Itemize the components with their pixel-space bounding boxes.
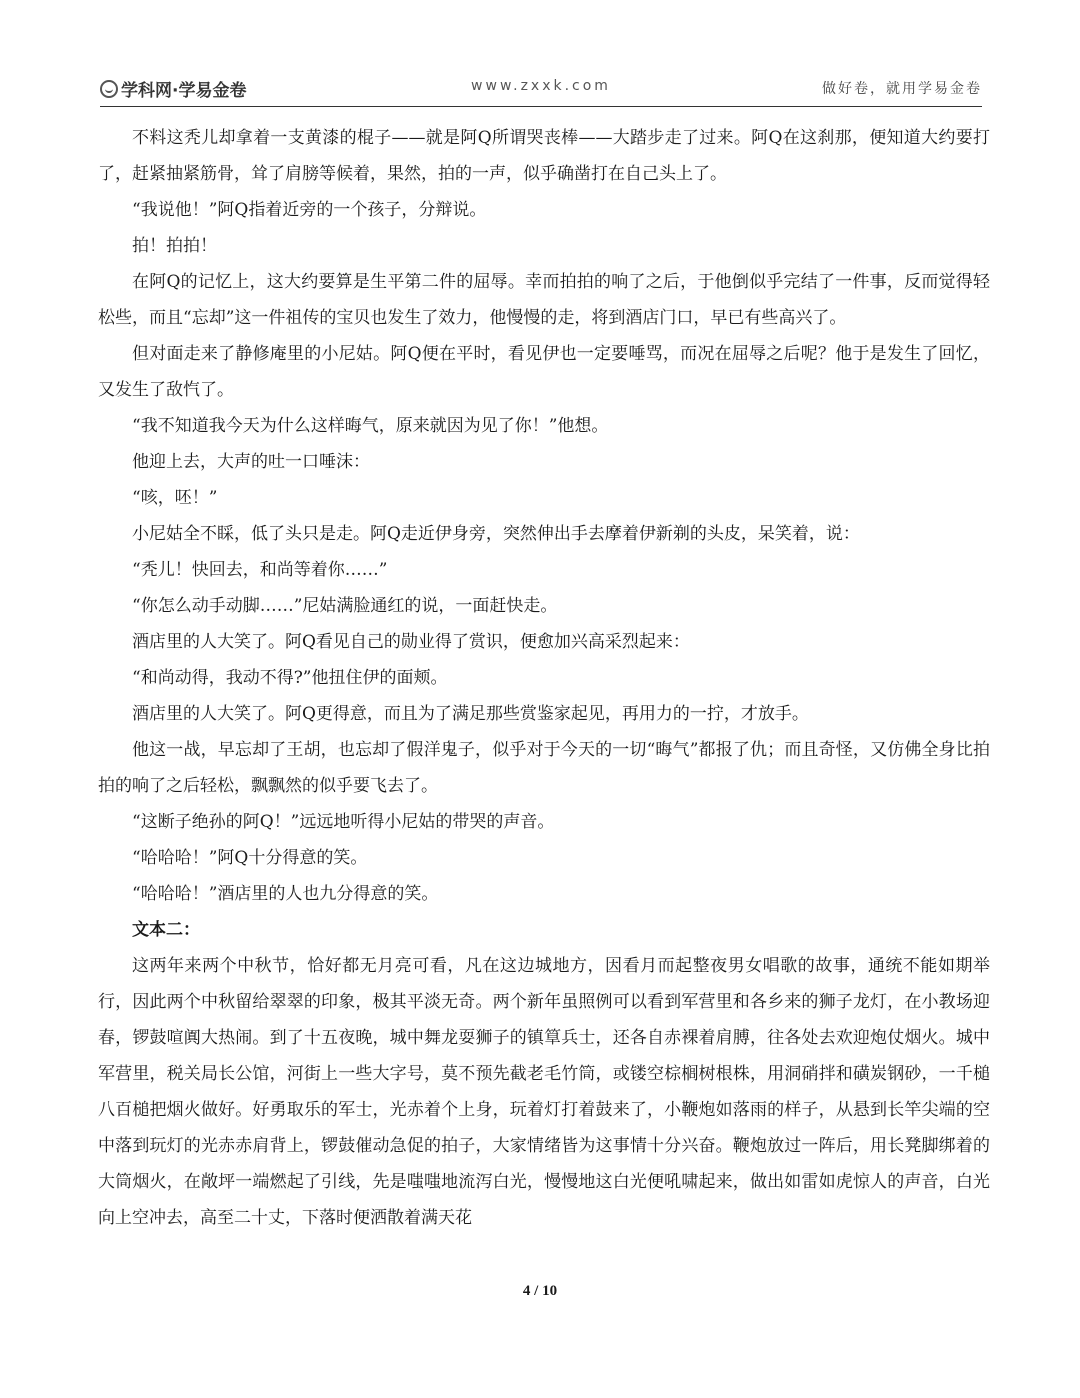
paragraph: 但对面走来了静修庵里的小尼姑。阿Q便在平时，看见伊也一定要唾骂，而况在屈辱之后呢？他于是发生了回忆，又发生了敌忾了。 [98, 344, 990, 400]
paragraph: “你怎么动手动脚……”尼姑满脸通红的说，一面赶快走。 [132, 596, 558, 616]
paragraph: 他迎上去，大声的吐一口唾沫： [132, 452, 370, 472]
paragraph: 酒店里的人大笑了。阿Q看见自己的勋业得了赏识，便愈加兴高采烈起来： [132, 632, 690, 652]
paragraph: 酒店里的人大笑了。阿Q更得意，而且为了满足那些赏鉴家起见，再用力的一拧，才放手。 [132, 704, 809, 724]
logo-text: 学科网·学易金卷 [121, 81, 247, 101]
header-slogan: 做好卷，就用学易金卷 [822, 81, 982, 97]
paragraph: 他这一战，早忘却了王胡，也忘却了假洋鬼子，似乎对于今天的一切“晦气”都报了仇；而且奇怪，又仿佛全身比拍拍的响了之后轻松，飘飘然的似乎要飞去了。 [98, 740, 990, 796]
paragraph: 这两年来两个中秋节，恰好都无月亮可看，凡在这边城地方，因看月而起整夜男女唱歌的故事，通统不能如期举行，因此两个中秋留给翠翠的印象，极其平淡无奇。两个新年虽照例可以看到军营里和各乡来的狮子龙灯，在小教场迎春，锣鼓喧阗大热闹。到了十五夜晚，城中舞龙耍狮子的镇筸兵士，还各自赤裸着肩膊，往各处去欢迎炮仗烟火。城中军营里，税关局长公馆，河街上一些大字号，莫不预先截老毛竹筒，或镂空棕榈树根株，用洞硝拌和磺炭钢砂，一千槌八百槌把烟火做好。好勇取乐的军士，光赤着个上身，玩着灯打着鼓来了，小鞭炮如落雨的样子，从悬到长竿尖端的空中落到玩灯的光赤赤肩背上，锣鼓催动急促的拍子，大家情绪皆为这事情十分兴奋。鞭炮放过一阵后，用长凳脚绑着的大筒烟火，在敞坪一端燃起了引线，先是嗤嗤地流泻白光，慢慢地这白光便吼啸起来，做出如雷如虎惊人的声音，白光向上空冲去，高至二十丈，下落时便洒散着满天花 [98, 956, 990, 1228]
paragraph: “咳，呸！” [132, 488, 218, 508]
paragraph: 拍！拍拍！ [132, 236, 217, 256]
paragraph: “我不知道我今天为什么这样晦气，原来就因为见了你！”他想。 [132, 416, 609, 436]
paragraph: 小尼姑全不睬，低了头只是走。阿Q走近伊身旁，突然伸出手去摩着伊新剃的头皮，呆笑着，说： [132, 524, 860, 544]
paragraph: “我说他！”阿Q指着近旁的一个孩子，分辩说。 [132, 200, 487, 220]
paragraph: “这断子绝孙的阿Q！”远远地听得小尼姑的带哭的声音。 [132, 812, 555, 832]
site-url: www.zxxk.com [471, 78, 611, 94]
page-header [100, 72, 982, 107]
page-number: 4 / 10 [522, 1283, 558, 1299]
paragraph: 在阿Q的记忆上，这大约要算是生平第二件的屈辱。幸而拍拍的响了之后，于他倒似乎完结了一件事，反而觉得轻松些，而且“忘却”这一件祖传的宝贝也发生了效力，他慢慢的走，将到酒店门口，早已有些高兴了。 [98, 272, 990, 328]
paragraph: “和尚动得，我动不得?”他扭住伊的面颊。 [132, 668, 448, 688]
paragraph: “哈哈哈！”阿Q十分得意的笑。 [132, 848, 368, 868]
section-heading: 文本二： [132, 920, 200, 940]
paragraph: 不料这秃儿却拿着一支黄漆的棍子——就是阿Q所谓哭丧棒——大踏步走了过来。阿Q在这刹那，便知道大约要打了，赶紧抽紧筋骨，耸了肩膀等候着，果然，拍的一声，似乎确凿打在自己头上了。 [98, 128, 990, 184]
paragraph: “哈哈哈！”酒店里的人也九分得意的笑。 [132, 884, 439, 904]
document-body [98, 120, 990, 1236]
paragraph: “秃儿！快回去，和尚等着你……” [132, 560, 388, 580]
